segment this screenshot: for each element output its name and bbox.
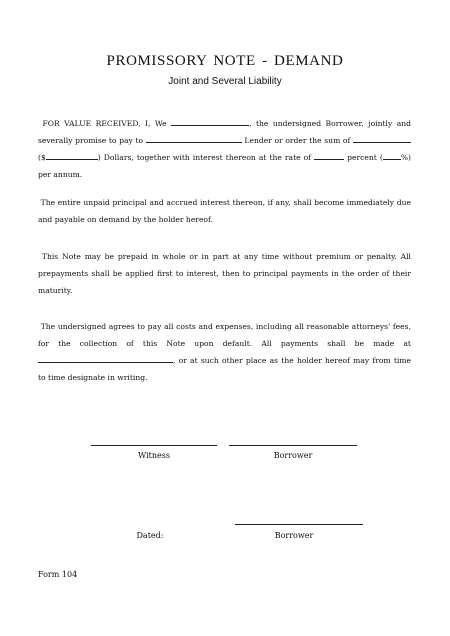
- p1-text-2: , the undersigned Borrower, jointly and severally promise to pay to: [38, 119, 411, 145]
- dated-label: Dated:: [136, 531, 164, 540]
- p2-text: The entire unpaid principal and accrued interest thereon, if any, shall become immediately due and payable on demand by the holder hereof.: [38, 198, 411, 224]
- borrower-signature-line-2[interactable]: [235, 524, 363, 525]
- interest-rate-blank[interactable]: [383, 151, 401, 160]
- document-subtitle: Joint and Several Liability: [168, 76, 282, 87]
- paragraph-costs: [38, 318, 411, 386]
- p4-text-1: The undersigned agrees to pay all costs and expenses, including all reasonable attorneys' fees, for the collection of this Note upon default. All payments shall be made at: [38, 322, 411, 348]
- p1-text-7: %) per annum.: [38, 153, 411, 179]
- witness-label: Witness: [138, 451, 170, 460]
- borrower-signature-line-1[interactable]: [229, 445, 357, 446]
- paragraph-value-received: [38, 115, 411, 183]
- sum-amount-blank[interactable]: [46, 151, 98, 160]
- p1-text-6: percent (: [347, 153, 383, 162]
- borrower-label-2: Borrower: [274, 531, 314, 540]
- interest-rate-words-blank[interactable]: [314, 151, 344, 160]
- borrower-label-1: Borrower: [273, 451, 313, 460]
- sum-words-blank[interactable]: [353, 134, 411, 143]
- p1-text-1: FOR VALUE RECEIVED, I, We: [42, 119, 167, 128]
- p1-text-5: ) Dollars, together with interest thereon at the rate of: [97, 153, 312, 162]
- paragraph-prepayment: [38, 248, 411, 299]
- p3-text: This Note may be prepaid in whole or in part at any time without premium or penalty. All prepayments shall be applied first to interest, then to principal payments in the order of their maturity.: [38, 252, 411, 295]
- borrower-name-blank[interactable]: [171, 117, 249, 126]
- p4-text-2: , or at such other place as the holder hereof may from time to time designate in writing.: [38, 356, 411, 382]
- document-title: PROMISSORY NOTE - DEMAND: [106, 53, 344, 69]
- payment-place-blank[interactable]: [38, 354, 173, 363]
- p1-text-4: ($: [38, 153, 46, 162]
- witness-signature-line[interactable]: [91, 445, 217, 446]
- paragraph-demand: [38, 194, 411, 228]
- form-number: Form 104: [38, 570, 78, 579]
- lender-name-blank[interactable]: [146, 134, 242, 143]
- p1-text-3: Lender or order the sum of: [244, 136, 351, 145]
